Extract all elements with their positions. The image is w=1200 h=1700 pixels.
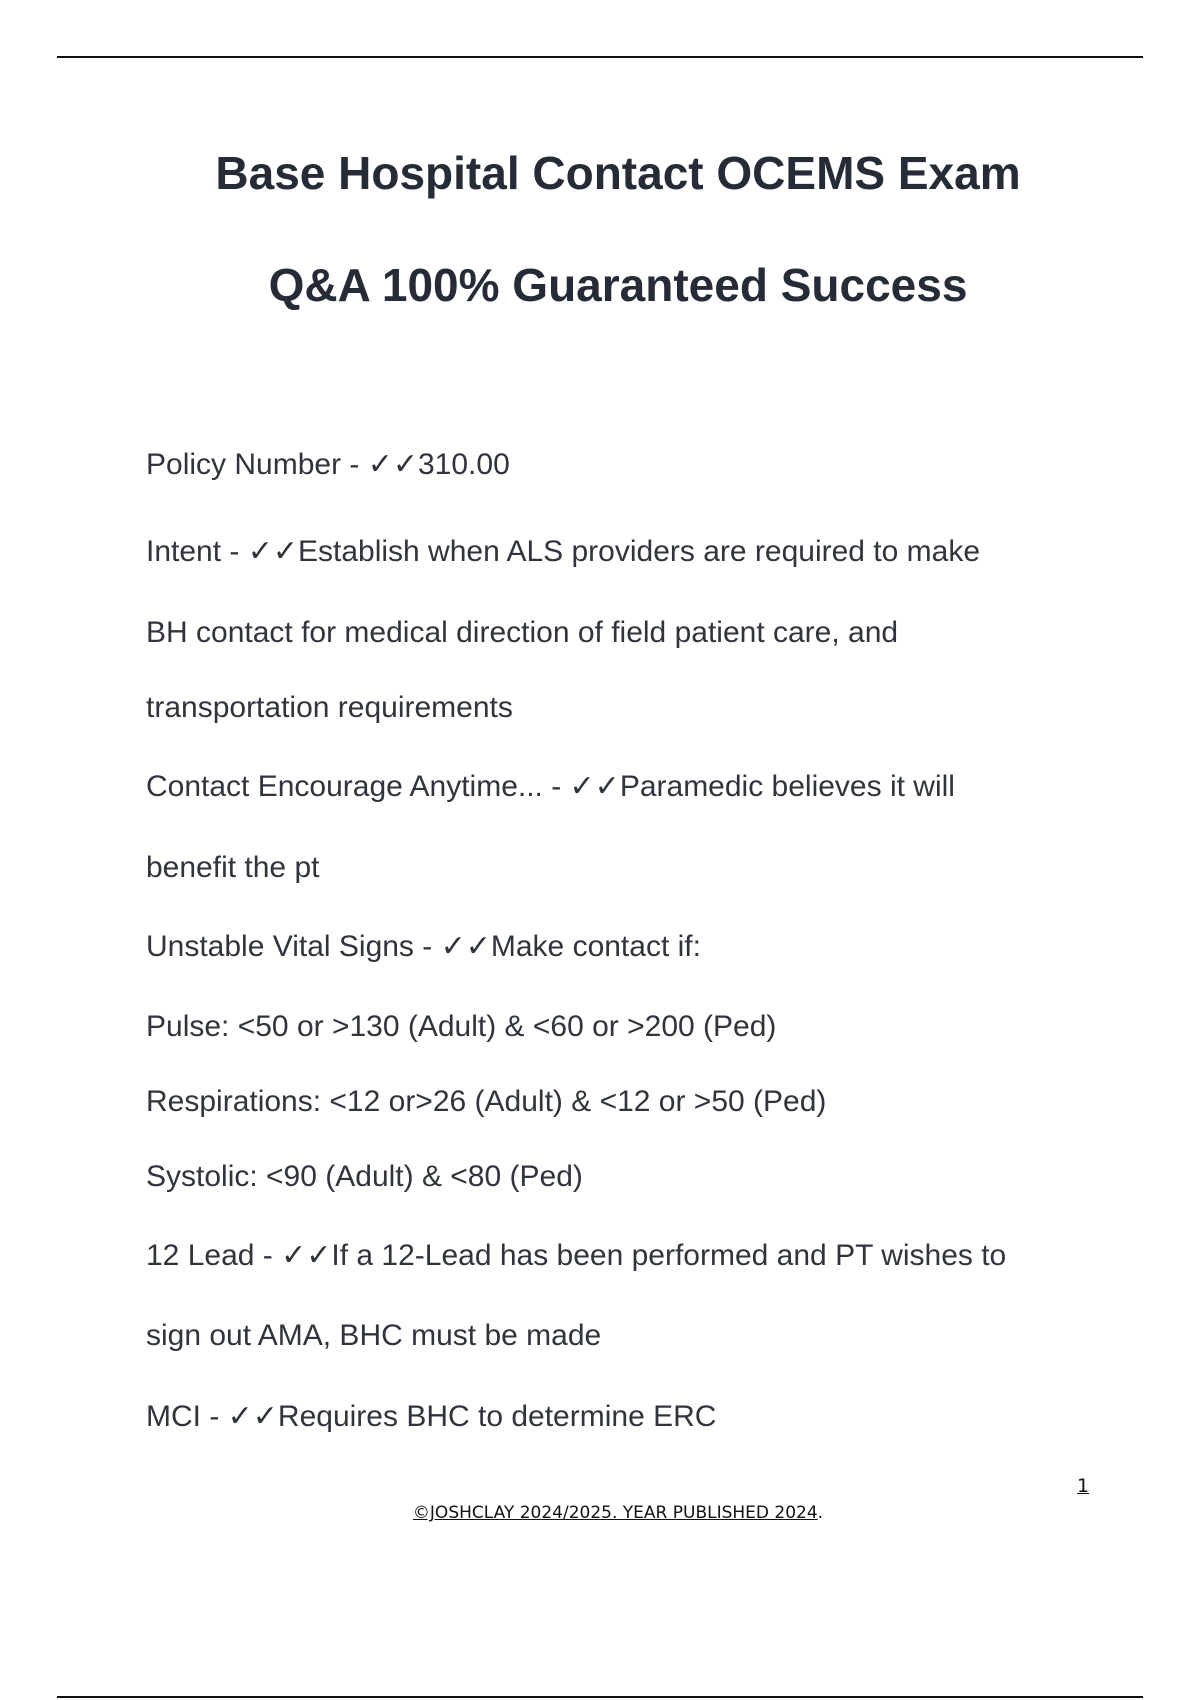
qa-line: transportation requirements [146, 691, 513, 724]
qa-line: Contact Encourage Anytime... - ✓✓Paramedic believes it will [146, 770, 955, 803]
qa-line: sign out AMA, BHC must be made [146, 1319, 602, 1352]
copyright-footer [0, 1503, 1200, 1523]
copyright-text: ©JOSHCLAY 2024/2025. YEAR PUBLISHED 2024 [412, 1503, 818, 1523]
qa-line: 12 Lead - ✓✓If a 12-Lead has been performed and PT wishes to [146, 1239, 1007, 1272]
qa-line: Systolic: <90 (Adult) & <80 (Ped) [146, 1160, 583, 1193]
qa-line: Intent - ✓✓Establish when ALS providers are required to make [146, 535, 981, 568]
qa-line: Pulse: <50 or >130 (Adult) & <60 or >200 (Ped) [146, 1010, 777, 1043]
qa-line: Unstable Vital Signs - ✓✓Make contact if: [146, 930, 701, 963]
qa-line: BH contact for medical direction of field patient care, and [146, 616, 899, 649]
page-number: 1 [1077, 1475, 1090, 1497]
bottom-rule [57, 1696, 1143, 1698]
qa-line: benefit the pt [146, 851, 320, 884]
qa-line: Policy Number - ✓✓310.00 [146, 448, 510, 481]
qa-line: Respirations: <12 or>26 (Adult) & <12 or >50 (Ped) [146, 1085, 827, 1118]
copyright-period: . [817, 1503, 824, 1523]
document-title-line-2: Q&A 100% Guaranteed Success [268, 259, 968, 311]
qa-line: MCI - ✓✓Requires BHC to determine ERC [146, 1400, 717, 1433]
top-rule [57, 56, 1143, 58]
document-title-line-1: Base Hospital Contact OCEMS Exam [215, 147, 1021, 199]
